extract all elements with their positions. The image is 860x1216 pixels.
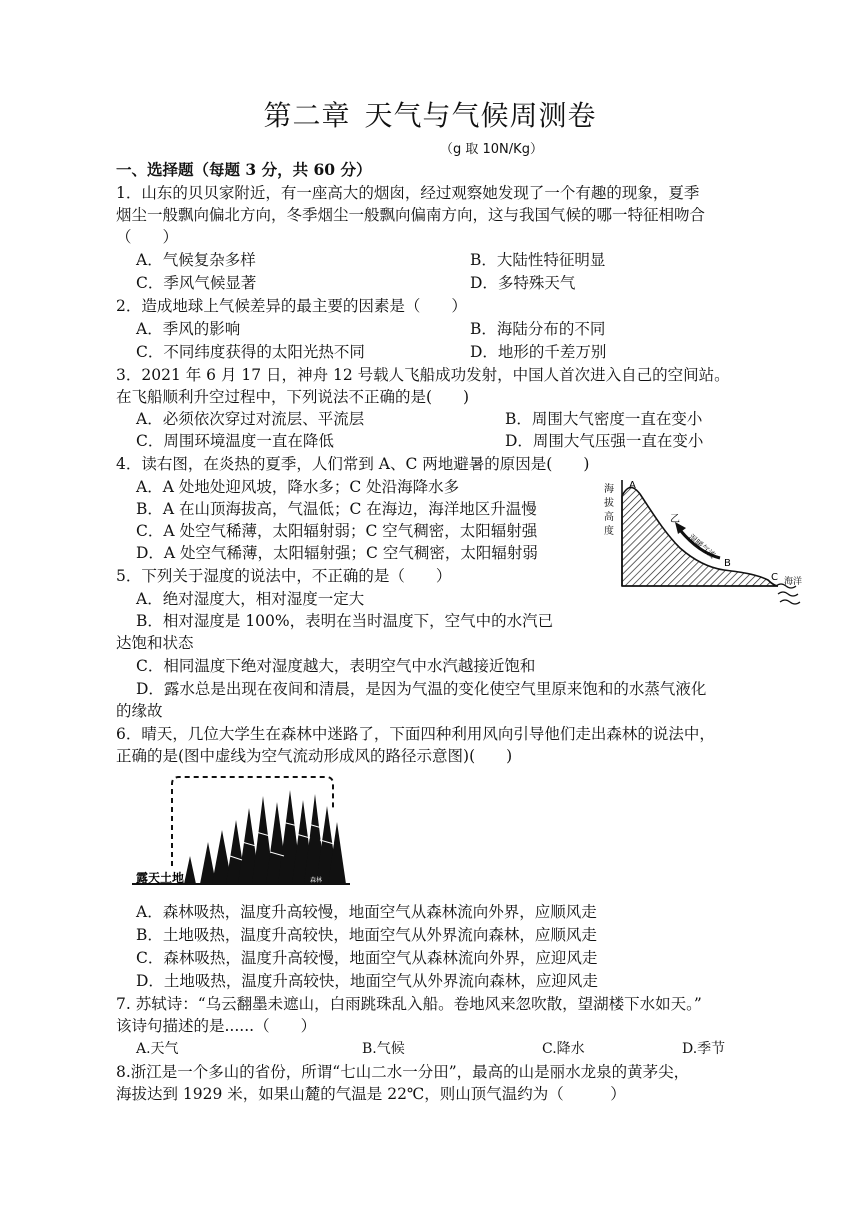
q5-option-c: C．相同温度下绝对湿度越大，表明空气中水汽越接近饱和 <box>136 657 536 675</box>
q8-stem-line2: 海拔达到 1929 米，如果山麓的气温是 22℃，则山顶气温约为（ ） <box>116 1085 626 1103</box>
q6-option-a: A．森林吸热，温度升高较慢，地面空气从森林流向外界，应顺风走 <box>136 903 597 921</box>
q1-option-b: B．大陆性特征明显 <box>470 251 606 269</box>
q1-option-c: C．季风气候显著 <box>136 274 257 292</box>
q7-stem-line1: 7. 苏轼诗：“乌云翻墨未遮山，白雨跳珠乱入船。卷地风来忽吹散，望湖楼下水如天。” <box>116 995 702 1013</box>
q2-stem: 2．造成地球上气候差异的最主要的因素是（ ） <box>116 297 467 315</box>
q2-option-d: D．地形的千差万别 <box>470 343 607 361</box>
terrain-profile <box>622 488 778 587</box>
ylabel-3: 高 <box>604 512 614 523</box>
q5-option-b-line1: B．相对湿度是 100%，表明在当时温度下，空气中的水汽已 <box>136 612 554 630</box>
q4-option-a: A．A 处地处迎风坡，降水多；C 处沿海降水多 <box>136 478 460 496</box>
q1-stem-line3: （ ） <box>116 228 179 246</box>
open-land-label: 露天土地 <box>136 871 185 885</box>
ylabel-4: 度 <box>604 526 614 537</box>
q4-option-b: B．A 在山顶海拔高，气温低；C 在海边，海洋地区升温慢 <box>136 500 537 518</box>
q5-stem: 5．下列关于湿度的说法中，不正确的是（ ） <box>116 567 452 585</box>
forest-trees <box>184 790 346 884</box>
q6-option-c: C．森林吸热，温度升高较慢，地面空气从森林流向外界，应迎风走 <box>136 949 598 967</box>
q5-option-a: A．绝对湿度大，相对湿度一定大 <box>136 590 365 608</box>
q3-option-d: D．周围大气压强一直在变小 <box>505 432 704 450</box>
q3-option-b: B．周围大气密度一直在变小 <box>505 410 703 428</box>
q1-stem-line1: 1．山东的贝贝家附近，有一座高大的烟囱，经过观察她发现了一个有趣的现象，夏季 <box>116 184 700 202</box>
q8-stem-line1: 8.浙江是一个多山的省份，所谓“七山二水一分田”，最高的山是丽水龙泉的黄茅尖， <box>116 1063 690 1081</box>
q1-stem-line2: 烟尘一般飘向偏北方向，冬季烟尘一般飘向偏南方向，这与我国气候的哪一特征相吻合 <box>116 206 706 224</box>
q1-option-a: A．气候复杂多样 <box>136 251 256 269</box>
q7-option-a: A.天气 <box>136 1041 179 1057</box>
terrain-diagram <box>600 476 805 606</box>
q6-stem-line2: 正确的是(图中虚线为空气流动形成风的路径示意图)( ) <box>116 747 513 765</box>
q7-option-c: C.降水 <box>542 1041 585 1057</box>
title-text: 天气与气候周测卷 <box>364 99 597 132</box>
q5-option-b-line2: 达饱和状态 <box>116 634 194 652</box>
q2-option-a: A．季风的影响 <box>136 320 241 338</box>
q4-option-c: C．A 处空气稀薄，太阳辐射弱；C 空气稠密，太阳辐射强 <box>136 522 538 540</box>
q3-option-a: A．必须依次穿过对流层、平流层 <box>136 410 365 428</box>
q5-option-d-line2: 的缘故 <box>116 702 163 720</box>
forest-label: 森林 <box>310 877 323 884</box>
point-yi-label: 乙 <box>670 514 680 525</box>
title-chapter: 第二章 <box>263 99 351 132</box>
forest-diagram <box>132 772 368 894</box>
section-heading: 一、选择题（每题 3 分，共 60 分） <box>116 160 372 179</box>
q2-option-c: C．不同纬度获得的太阳光热不同 <box>136 343 365 361</box>
q3-option-c: C．周围环境温度一直在降低 <box>136 432 334 450</box>
q7-option-b: B.气候 <box>362 1041 405 1057</box>
airflow-label: 湿暖气流 <box>686 532 718 561</box>
q3-stem-line2: 在飞船顺利升空过程中，下列说法不正确的是( ) <box>116 388 470 406</box>
point-b-label: B <box>724 558 731 569</box>
q3-stem-line1: 3．2021 年 6 月 17 日，神舟 12 号载人飞船成功发射，中国人首次进入自己的空间站。 <box>116 366 730 384</box>
ylabel-1: 海 <box>604 484 614 495</box>
q1-option-d: D．多特殊天气 <box>470 274 576 292</box>
sea-label: 海洋 <box>784 577 803 587</box>
page-subtitle: （g 取 10N/Kg） <box>440 142 543 157</box>
q5-option-d-line1: D．露水总是出现在夜间和清晨，是因为气温的变化使空气里原来饱和的水蒸气液化 <box>136 680 707 698</box>
q6-stem-line1: 6．晴天，几位大学生在森林中迷路了，下面四种利用风向引导他们走出森林的说法中， <box>116 725 715 743</box>
q4-stem: 4．读右图，在炎热的夏季，人们常到 A、C 两地避暑的原因是( ) <box>116 455 590 473</box>
ylabel-2: 拔 <box>604 498 614 509</box>
q6-option-d: D．土地吸热，温度升高较快，地面空气从外界流向森林，应迎风走 <box>136 972 598 990</box>
q2-option-b: B．海陆分布的不同 <box>470 320 606 338</box>
point-a-label: A <box>629 480 636 491</box>
sea-waves <box>776 584 800 604</box>
point-c-label: C <box>771 572 778 583</box>
q4-option-d: D．A 处空气稀薄，太阳辐射强；C 空气稠密，太阳辐射弱 <box>136 544 538 562</box>
q6-option-b: B．土地吸热，温度升高较快，地面空气从外界流向森林，应顺风走 <box>136 926 597 944</box>
page-title <box>0 94 860 134</box>
q7-stem-line2: 该诗句描述的是......（ ） <box>116 1017 317 1035</box>
q7-option-d: D.季节 <box>682 1041 726 1057</box>
